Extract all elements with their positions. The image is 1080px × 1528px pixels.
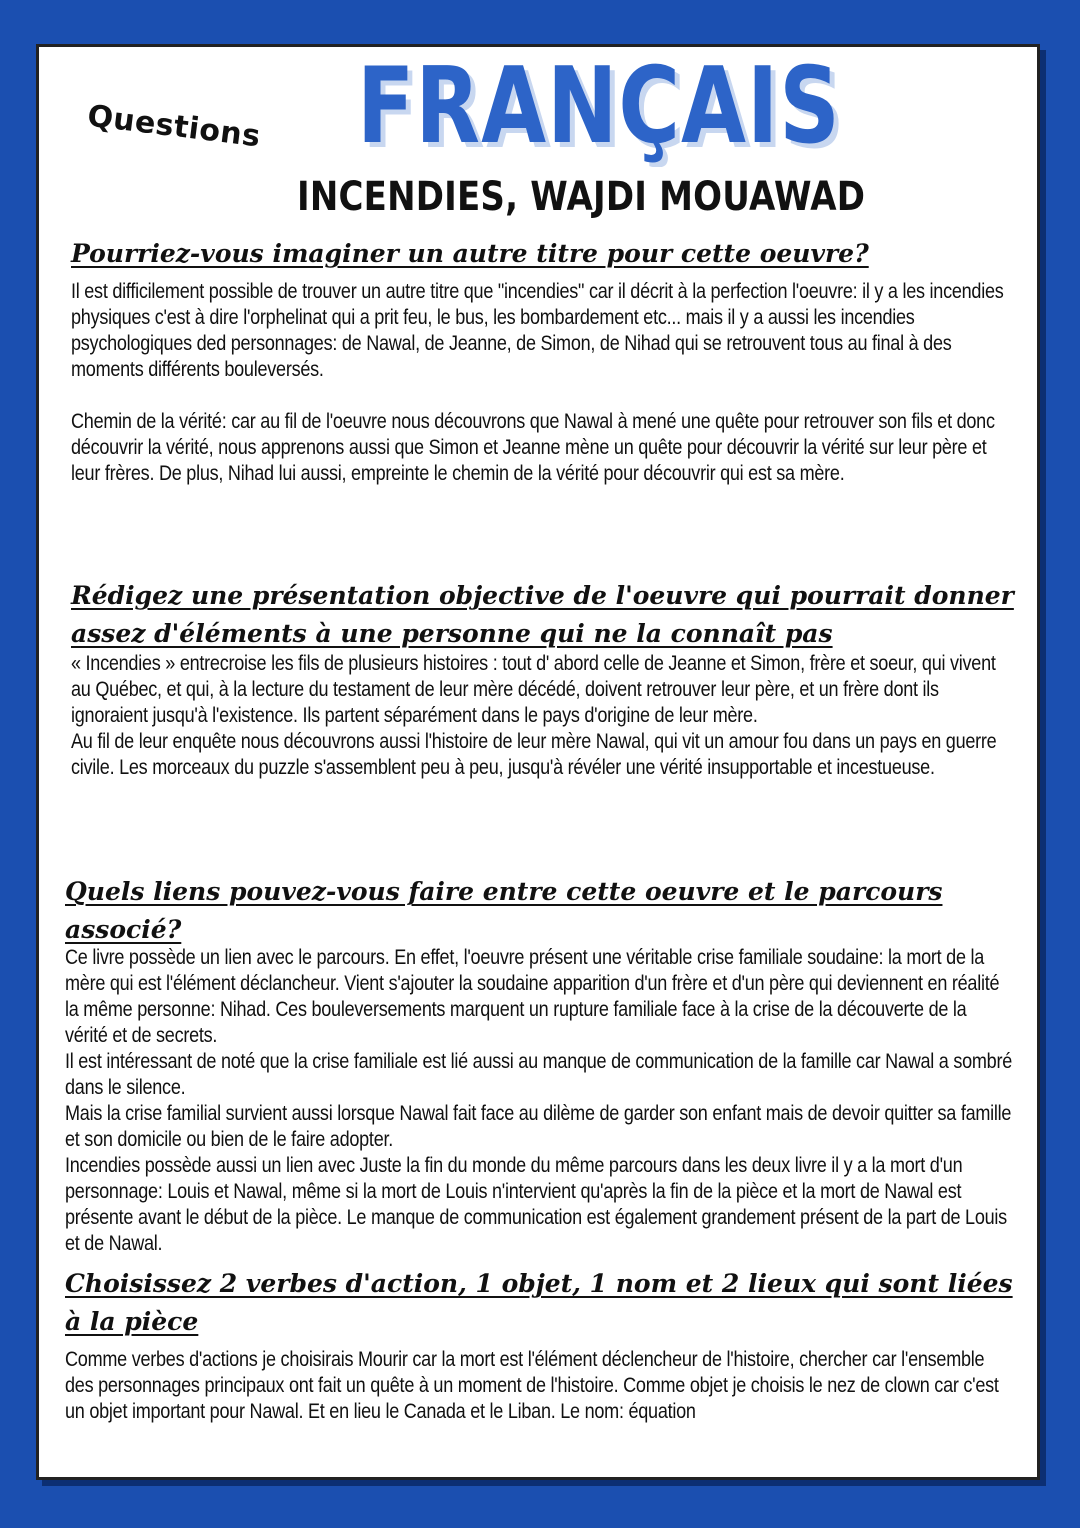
answer-paragraph: Chemin de la vérité: car au fil de l'oeuvre nous découvrons que Nawal à mené une quête pour retrouver son fils et donc découvrir la vérité, nous apprenons aussi que Simon et Jeanne mène un quête pour découvrir la vérité sur leur père et leur frères. De plus, Nihad lui aussi, empreinte le chemin de la vérité pour découvrir qui est sa mère. [71,410,995,485]
answer-paragraph: Mais la crise familial survient aussi lorsque Nawal fait face au dilème de garder son enfant mais de devoir quitter sa famille et son domicile ou bien de le faire adopter. [65,1102,1012,1151]
answer-block [71,279,1019,487]
section-alt-title [71,235,1021,487]
answer-paragraph: « Incendies » entrecroise les fils de plusieurs histoires : tout d' abord celle de Jeanne et Simon, frère et soeur, qui vivent au Québec, et qui, à la lecture du testament de leur mère décédé, doivent retrouver leur père, et un frère dont ils ignoraient jusqu'à l'existence. Ils partent séparément dans le pays d'origine de leur mère. [71,652,996,727]
answer-paragraph: Comme verbes d'actions je choisirais Mourir car la mort est l'élément déclencheur de l'histoire, chercher car l'ensemble des personnages principaux ont fait un quête à un moment de l'histoire. Comme objet je choisis le nez de clown car c'est un objet important pour Nawal. Et en lieu le Canada et le Liban. Le nom: équation [65,1348,999,1423]
document-sheet [36,44,1040,1480]
page-title: FRANÇAIS [357,44,841,167]
question-heading: Choisissez 2 verbes d'action, 1 objet, 1 nom et 2 lieux qui sont liées à la pièce [65,1269,1013,1336]
answer-block [65,945,1013,1257]
answer-paragraph: Incendies possède aussi un lien avec Juste la fin du monde du même parcours dans les deux livre il y a la mort d'un personnage: Louis et Nawal, même si la mort de Louis n'intervient qu'après la fin de la pièce et la mort de Nawal est présente avant le début de la pièce. Le manque de communication est également grandement présent de la part de Louis et de Nawal. [65,1154,1007,1255]
answer-paragraph: Au fil de leur enquête nous découvrons aussi l'histoire de leur mère Nawal, qui vit un amour fou dans un pays en guerre civile. Les morceaux du puzzle s'assemblent peu à peu, jusqu'à révéler une vérité insupportable et incestueuse. [71,730,997,779]
section-words-choice [65,1265,1015,1425]
answer-paragraph: Il est difficilement possible de trouver un autre titre que "incendies" car il décrit à la perfection l'oeuvre: il y a les incendies physiques c'est à dire l'orphelinat qui a prit feu, le bus, les bombardement etc... mais il y a aussi les incendies psychologiques ded personnages: de Nawal, de Jeanne, de Simon, de Nihad qui se retrouvent tous au final à des moments différents bouleversés. [71,280,1004,381]
answer-block [71,651,1019,781]
answer-block [65,1347,1013,1425]
question-heading: Pourriez-vous imaginer un autre titre pour cette oeuvre? [71,239,869,268]
question-heading: Rédigez une présentation objective de l'oeuvre qui pourrait donner assez d'éléments à une personne qui ne la connaît pas [71,581,1014,648]
question-heading: Quels liens pouvez-vous faire entre cette oeuvre et le parcours associé? [65,877,943,944]
answer-paragraph: Il est intéressant de noté que la crise familiale est lié aussi au manque de communication de la famille car Nawal a sombré dans le silence. [65,1050,1013,1099]
section-presentation [71,577,1021,781]
section-parcours-links [65,873,1015,1257]
page-subtitle: INCENDIES, WAJDI MOUAWAD [297,173,866,221]
questions-tag: Questions [85,98,263,155]
answer-paragraph: Ce livre possède un lien avec le parcours. En effet, l'oeuvre présent une véritable crise familiale soudaine: la mort de la mère qui est l'élément déclancheur. Vient s'ajouter la soudaine apparition d'un frère et d'un père qui deviennent en réalité la même personne: Nihad. Ces bouleversements marquent un rupture familiale face à la crise de la découverte de la vérité et de secrets. [65,946,1000,1047]
